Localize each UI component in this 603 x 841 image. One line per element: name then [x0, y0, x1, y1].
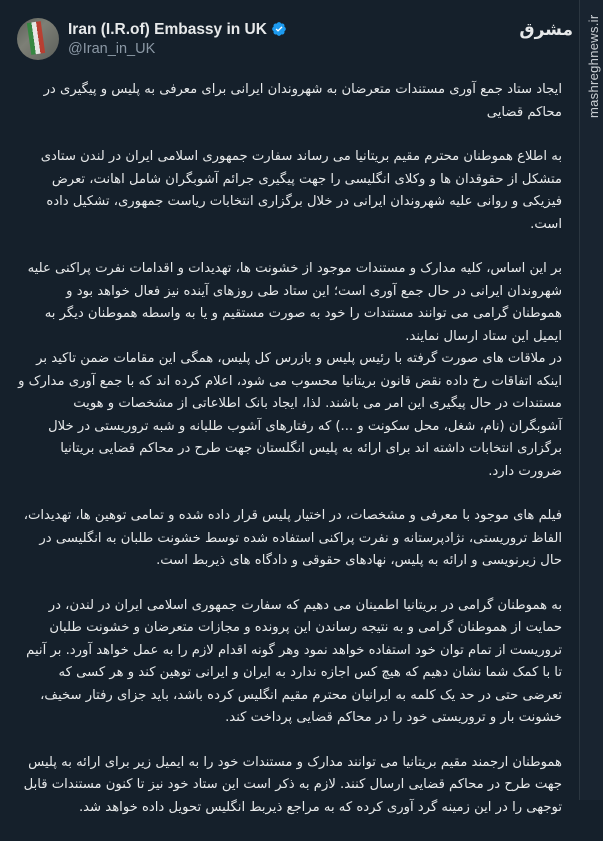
verified-badge-icon [271, 21, 287, 37]
name-row [68, 20, 287, 39]
tweet-paragraph: بر این اساس، کلیه مدارک و مستندات موجود از خشونت ها، تهدیدات و اقدامات نفرت پراکنی علیه شهروندان ایرانی در حال جمع آوری است؛ این ستاد طی روزهای آینده نیز فعال خواهد بود و هموطنان گرامی می توانند مستندات را خود به صورت مستقیم و یا به واسطه هموطنان دیگر به ایمیل این ستاد ارسال نمایند. [27, 261, 562, 344]
iran-flag-icon [27, 21, 45, 55]
tweet-text [18, 79, 562, 841]
tweet-paragraph: فیلم های موجود با معرفی و مشخصات، در اختیار پلیس قرار داده شده و تمامی توهین ها، تهدیدات، الفاظ تروریستی، نژادپرستانه و نفرت پراکنی استفاده شده توسط خشونت طلبان به انگلیسی در حال زیرنویسی و ارائه به پلیس، نهادهای حقوقی و دادگاه های ذیربط است. [23, 508, 562, 568]
author-display-name[interactable]: Iran (I.R.of) Embassy in UK [68, 20, 267, 38]
tweet-paragraph: هموطنان ارجمند مقیم بریتانیا می توانند مدارک و مستندات خود را به ایمیل زیر برای ارائه به پلیس جهت طرح در محاکم قضایی ارسال کنند. لازم به ذکر است این ستاد خود نیز تا کنون مستندات قابل توجهی را در این زمینه گرد آوری کرده که به مراجع ذیربط انگلیس تحویل داده خواهد شد. [23, 754, 562, 815]
author-info [68, 20, 287, 59]
tweet-paragraph: به هموطنان گرامی در بریتانیا اطمینان می دهیم که سفارت جمهوری اسلامی ایران در لندن، در حمایت از هموطنان گرامی و به نتیجه رساندن این پرونده و مجازات متعرضان و خشونت طلبان تروریست از تمام توان خود استفاده خواهد نمود وهر گونه اقدام لازم را به عمل خواهد آورد. بر آنیم تا با کمک شما نشان دهیم که هیچ کس اجازه ندارد به ایران و ایرانی توهین کند و هر کسی که تعرضی حتی در حد یک کلمه به ایرانیان محترم مقیم انگلیس کرده باشد، باید جزای رفتار سخیف، خشونت بار و تروریستی خود را در محاکم قضایی پرداخت کند. [26, 597, 562, 725]
watermark-site-text: mashreghnews.ir [586, 14, 601, 118]
mashregh-logo: مشرق [519, 20, 573, 40]
tweet-header [17, 18, 287, 60]
watermark-strip [579, 0, 603, 800]
tweet-paragraph: در ملاقات های صورت گرفته با رئیس پلیس و بازرس کل پلیس، همگی این مقامات ضمن تاکید بر اینکه اتفاقات رخ داده نقض قانون بریتانیا محسوب می شود، اعلام کرده اند که با جمع آوری مدارک و مستندات در حال پیگیری این امر می باشند. لذا، ایجاد بانک اطلاعاتی از مشخصات و هویت آشوبگران (نام، شغل، محل سکونت و ...) که رفتارهای آشوب طلبانه و شبه تروریستی در خلال برگزاری انتخابات داشته اند برای ارائه به پلیس انگلستان جهت طرح در محاکم قضایی بریتانیا ضرورت دارد. [18, 351, 562, 479]
tweet-title-paragraph: ایجاد ستاد جمع آوری مستندات متعرضان به شهروندان ایرانی برای معرفی به پلیس و پیگیری در محاکم قضایی [43, 82, 562, 120]
tweet-paragraph: به اطلاع هموطنان محترم مقیم بریتانیا می رساند سفارت جمهوری اسلامی ایران در لندن ستادی متشکل از حقوقدان ها و وکلای انگلیسی را جهت پیگیری جرائم آشوبگران شامل اهانت، تعرض فیزیکی و روانی علیه شهروندان ایرانی در خلال برگزاری انتخابات ریاست جمهوری، تشکیل داده است. [40, 149, 562, 232]
author-handle[interactable]: @Iran_in_UK [68, 40, 156, 57]
avatar[interactable] [17, 18, 59, 60]
